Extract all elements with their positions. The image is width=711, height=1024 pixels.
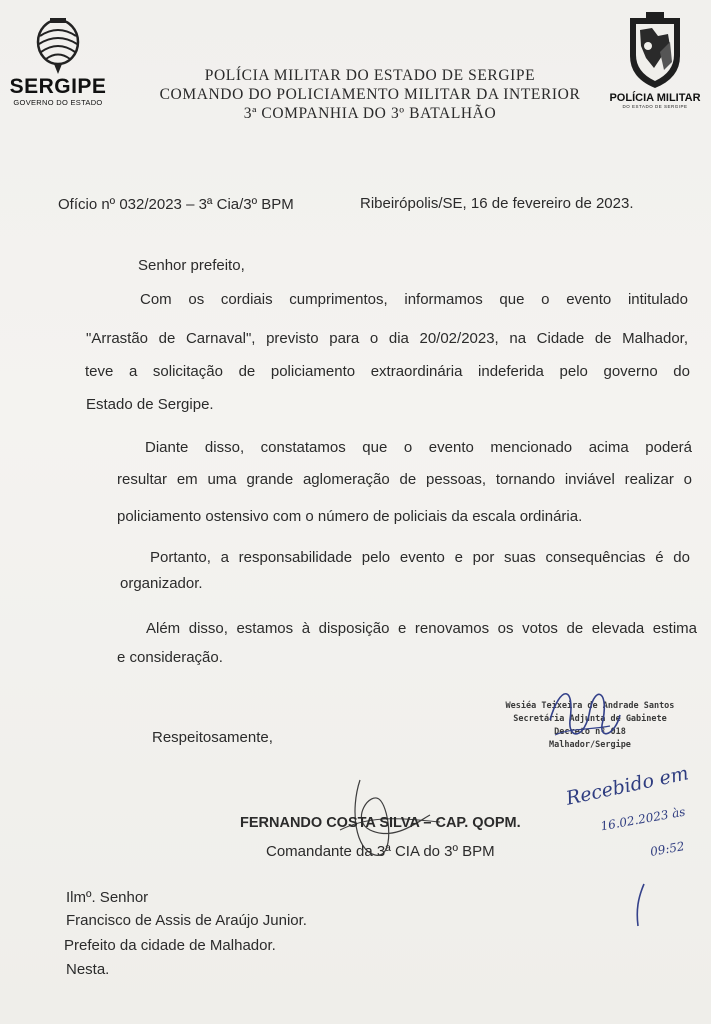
- paragraph-2-line-1: Diante disso, constatamos que o evento mencionado acima poderá: [145, 439, 692, 456]
- paragraph-2-line-3: policiamento ostensivo com o número de policiais da escala ordinária.: [117, 508, 583, 525]
- header-line-3: 3ª COMPANHIA DO 3º BATALHÃO: [243, 105, 497, 122]
- receipt-time: 09:52: [649, 839, 686, 859]
- sergipe-government-logo: [8, 14, 108, 107]
- police-subtitle: DO ESTADO DE SERGIPE: [622, 104, 688, 109]
- stamp-signature-scribble: [540, 680, 630, 760]
- paragraph-1-line-4: Estado de Sergipe.: [86, 396, 214, 413]
- closing: Respeitosamente,: [152, 729, 273, 746]
- header-line-1: POLÍCIA MILITAR DO ESTADO DE SERGIPE: [204, 67, 536, 84]
- government-label: GOVERNO DO ESTADO: [13, 98, 103, 107]
- paragraph-3-line-2: organizador.: [120, 575, 203, 592]
- state-name: SERGIPE: [9, 75, 107, 98]
- receipt-text: Recebido em: [564, 762, 691, 810]
- place-date: Ribeirópolis/SE, 16 de fevereiro de 2023.: [360, 195, 634, 212]
- handwritten-mark: [628, 880, 652, 930]
- paragraph-4-line-1: Além disso, estamos à disposição e renovamos os votos de elevada estima: [146, 620, 697, 637]
- stamp-line-4: Malhador/Sergipe: [549, 740, 631, 750]
- stamp-line-1: Wesiéa Teixeira de Andrade Santos: [505, 701, 675, 711]
- addressee-line-4: Nesta.: [66, 961, 110, 978]
- state-coat-of-arms-icon: [32, 14, 84, 76]
- receipt-date: 16.02.2023 às: [599, 804, 687, 834]
- paragraph-1-line-2: "Arrastão de Carnaval", previsto para o dia 20/02/2023, na Cidade de Malhador,: [86, 330, 688, 347]
- letterhead: [150, 66, 590, 123]
- paragraph-1-line-3: teve a solicitação de policiamento extraordinária indeferida pelo governo do: [85, 363, 690, 380]
- paragraph-4-line-2: e consideração.: [117, 649, 223, 666]
- paragraph-3-line-1: Portanto, a responsabilidade pelo evento e por suas consequências é do: [150, 549, 690, 566]
- addressee-line-2: Francisco de Assis de Araújo Junior.: [66, 912, 307, 929]
- addressee-line-3: Prefeito da cidade de Malhador.: [64, 937, 276, 954]
- header-line-2: COMANDO DO POLICIAMENTO MILITAR DA INTERIOR: [159, 86, 581, 103]
- stamp-line-2: Secretária Adjunta de Gabinete: [513, 714, 667, 724]
- paragraph-2-line-2: resultar em uma grande aglomeração de pessoas, tornando inviável realizar o: [117, 471, 692, 488]
- stamp-line-3: Decreto nº 018: [554, 727, 626, 737]
- signer-role: Comandante da 3ª CIA do 3º BPM: [266, 843, 495, 860]
- police-crest-icon: [624, 12, 686, 90]
- addressee-line-1: Ilmº. Senhor: [66, 889, 149, 906]
- salutation: Senhor prefeito,: [138, 257, 245, 274]
- signer-name: FERNANDO COSTA SILVA – CAP. QOPM.: [240, 815, 521, 831]
- paragraph-1-line-1: Com os cordiais cumprimentos, informamos que o evento intitulado: [140, 291, 688, 308]
- policia-militar-logo: [604, 12, 706, 109]
- police-title: POLÍCIA MILITAR: [609, 92, 701, 104]
- office-number: Ofício nº 032/2023 – 3ª Cia/3º BPM: [58, 196, 294, 213]
